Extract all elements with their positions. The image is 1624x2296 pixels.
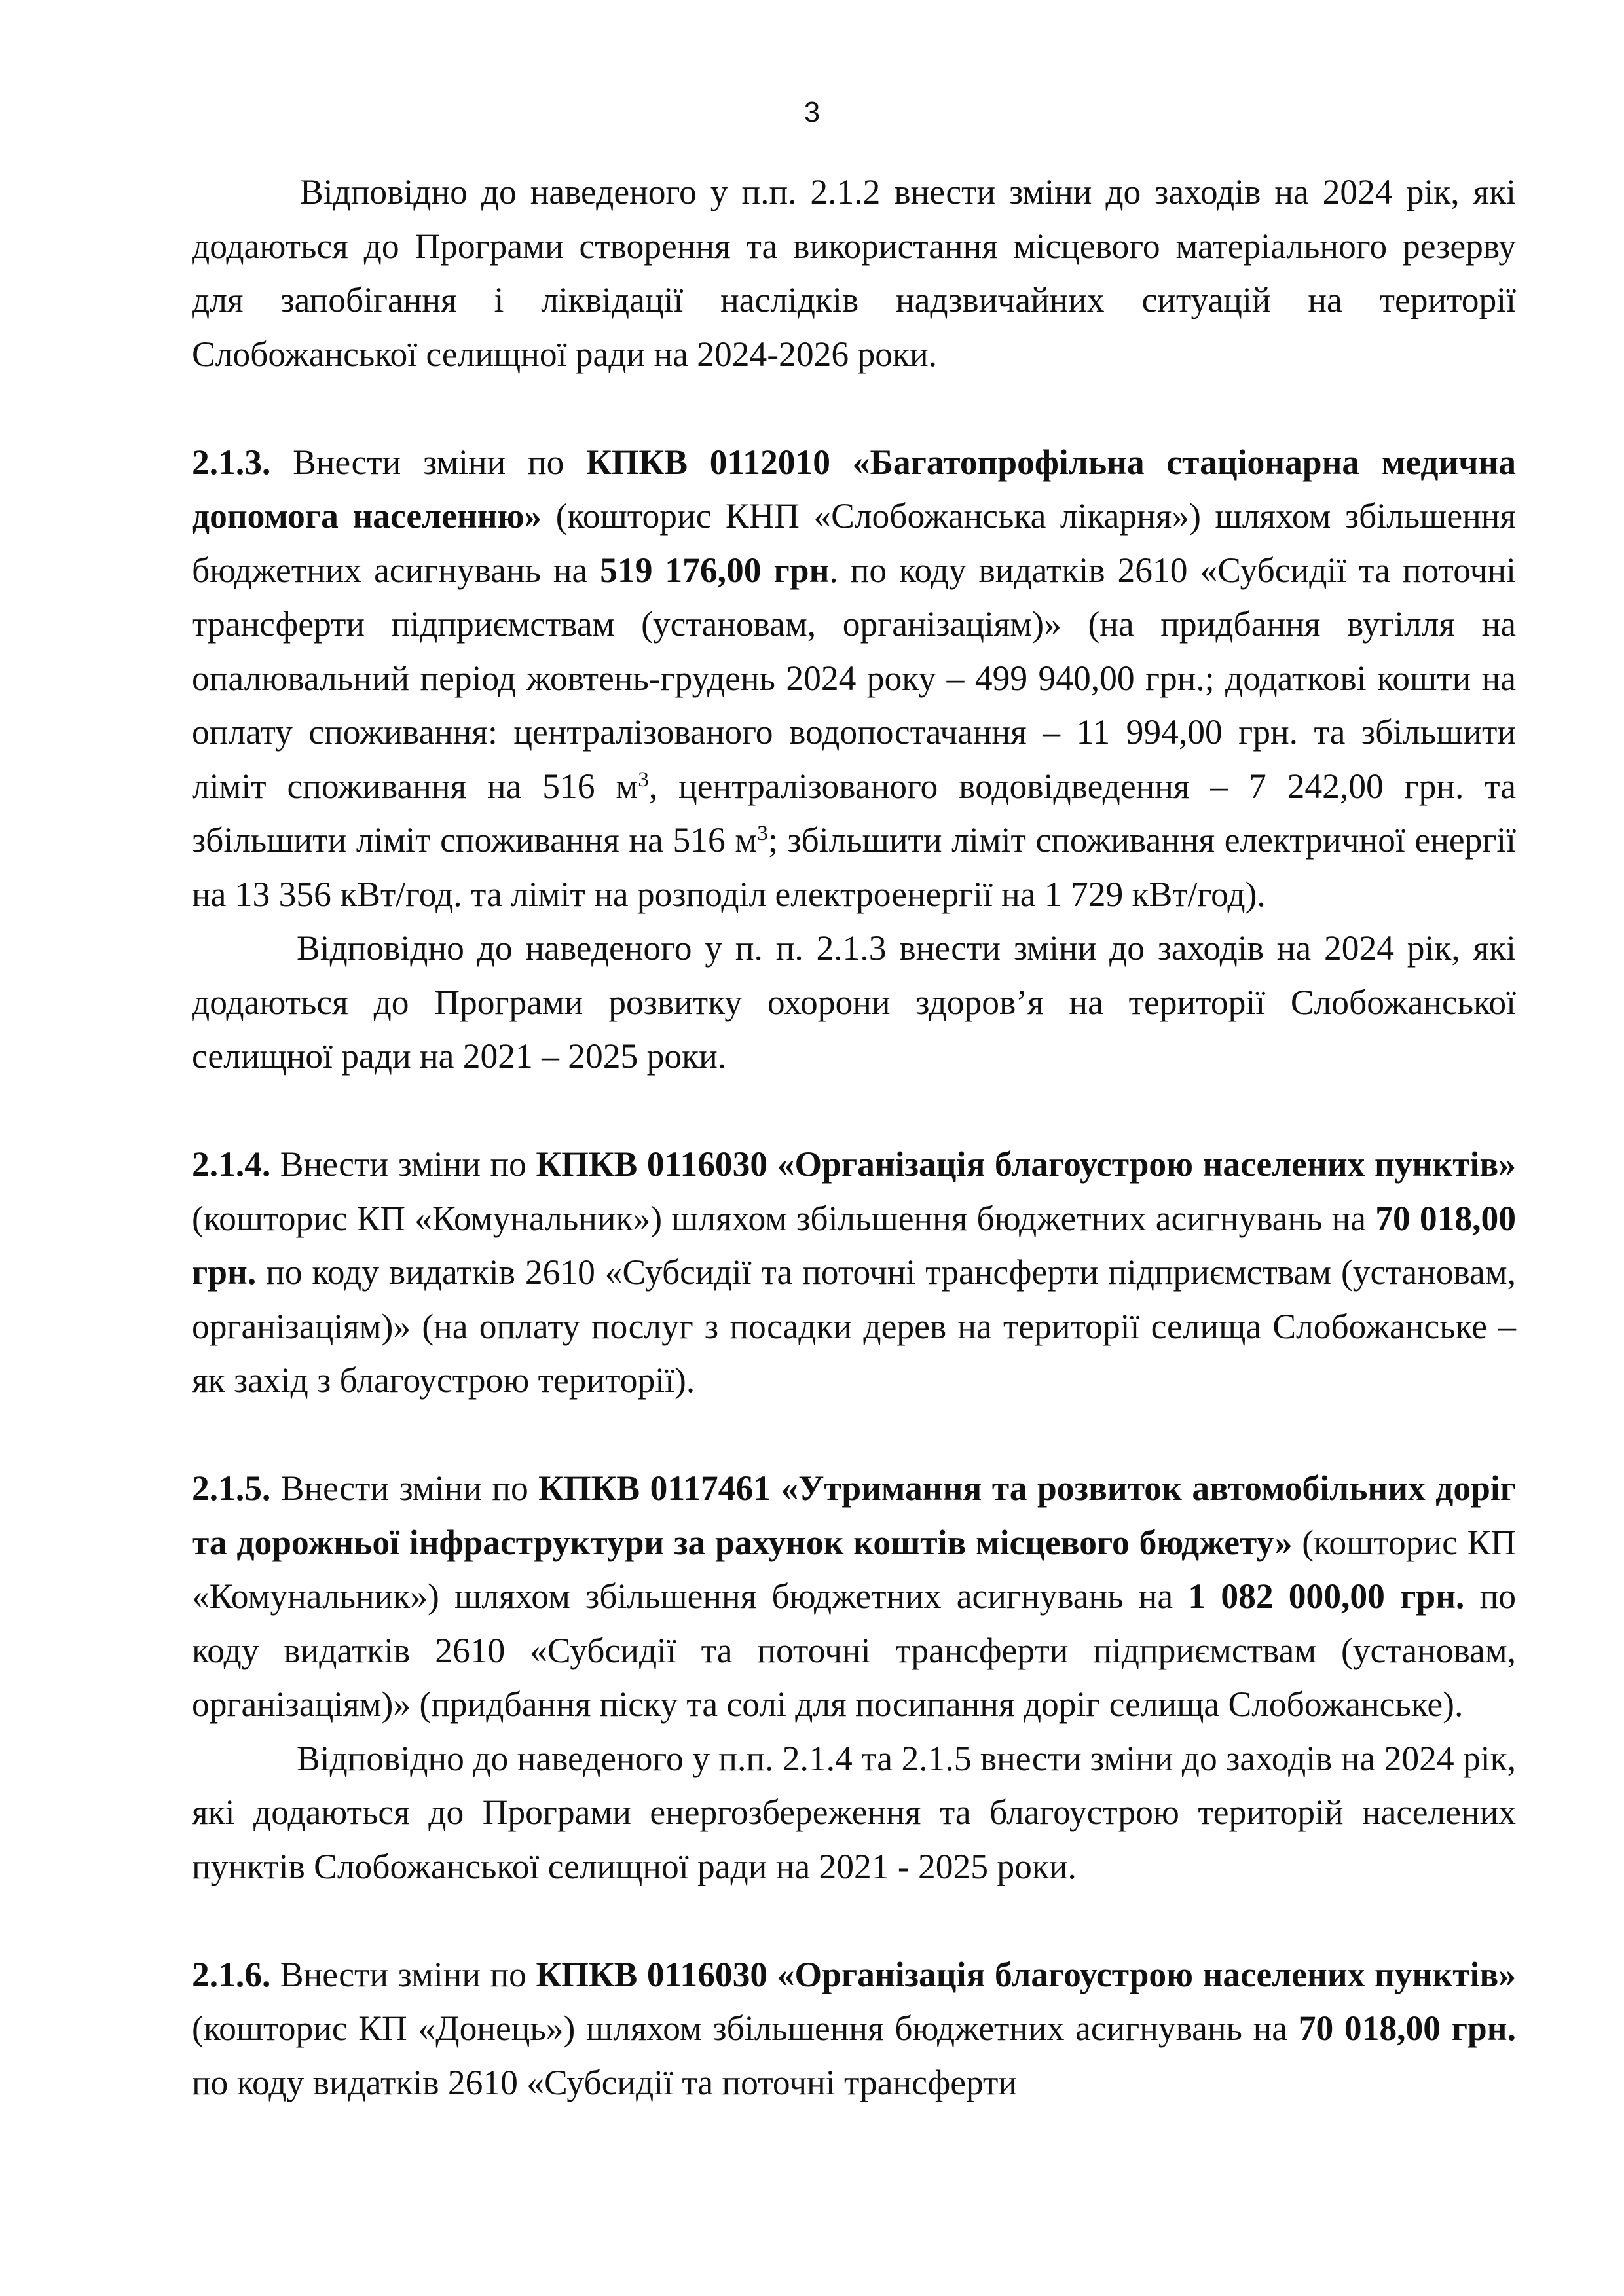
item-text: по коду видатків 2610 «Субсидії та поточні трансферти підприємствам (установам, організаціям)» (на оплату послуг з посадки дерев на території селища Слобожанське – як захід з благоустрою території). xyxy=(192,1252,1516,1400)
item-text: , централізованого водовідведення – 7 242,00 грн. та збільшити ліміт споживання на 516 м xyxy=(192,766,1516,860)
item-2-1-4 xyxy=(192,1137,1516,1408)
item-text: (кошторис КП «Комунальник») шляхом збільшення бюджетних асигнувань на xyxy=(192,1198,1376,1238)
paragraph-reference-2-1-4-2-1-5: Відповідно до наведеного у п.п. 2.1.4 та 2.1.5 внести зміни до заходів на 2024 рік, які додаються до Програми енергозбереження та благоустрою територій населених пунктів Слобожанської селищної ради на 2021 - 2025 роки. xyxy=(192,1738,1516,1886)
item-text: Внести зміни по xyxy=(270,1954,536,1994)
item-text: Внести зміни по xyxy=(270,1144,536,1184)
item-2-1-5 xyxy=(192,1461,1516,1732)
paragraph-gap xyxy=(192,1408,1516,1462)
amount: 1 082 000,00 грн. xyxy=(1188,1576,1465,1616)
superscript: 3 xyxy=(638,767,649,792)
paragraph-gap xyxy=(192,381,1516,435)
item-text: Внести зміни по xyxy=(270,442,587,482)
item-text: (кошторис КП «Донець») шляхом збільшення бюджетних асигнувань на xyxy=(192,2009,1299,2048)
item-2-1-3 xyxy=(192,435,1516,922)
item-2-1-6 xyxy=(192,1948,1516,2110)
item-text: . по коду видатків 2610 «Субсидії та поточні трансферти підприємствам (установам, організаціям)» (на придбання вугілля на опалювальний період жовтень-грудень 2024 року – 499 940,00 грн.; додаткові кошти на оплату споживання: централізованого водопостачання – 11 994,00 грн. та збільшити ліміт споживання на 516 м xyxy=(192,550,1516,806)
item-number: 2.1.4. xyxy=(192,1144,271,1184)
budget-code-title: КПКВ 0117461 «Утримання та розвиток автомобільних доріг та дорожньої інфраструктури за рахунок коштів місцевого бюджету» xyxy=(192,1468,1516,1562)
item-number: 2.1.6. xyxy=(192,1954,271,1994)
item-text: ; збільшити ліміт споживання електричної енергії на 13 356 кВт/год. та ліміт на розподіл електроенергії на 1 729 кВт/год). xyxy=(192,820,1517,914)
item-number: 2.1.5. xyxy=(192,1468,271,1508)
item-text: по коду видатків 2610 «Субсидії та поточні трансферти xyxy=(192,2062,1018,2102)
budget-code-title: КПКВ 0116030 «Організація благоустрою населених пунктів» xyxy=(536,1144,1516,1184)
amount: 70 018,00 грн. xyxy=(1298,2009,1517,2048)
paragraph-reference-2-1-2: Відповідно до наведеного у п.п. 2.1.2 внести зміни до заходів на 2024 рік, які додаються до Програми створення та використання місцевого матеріального резерву для запобігання і ліквідації наслідків надзвичайних ситуацій на території Слобожанської селищної ради на 2024-2026 роки. xyxy=(192,172,1516,374)
amount: 519 176,00 грн xyxy=(600,550,830,590)
item-text: по коду видатків 2610 «Субсидії та поточні трансферти підприємствам (установам, організаціям)» (придбання піску та солі для посипання доріг селища Слобожанське). xyxy=(192,1576,1516,1724)
document-body xyxy=(192,165,1516,2109)
amount: 70 018,00 грн. xyxy=(192,1198,1517,1292)
paragraph-gap xyxy=(192,1893,1516,1948)
superscript: 3 xyxy=(757,820,768,845)
item-number: 2.1.3. xyxy=(192,442,271,482)
budget-code-title: КПКВ 0116030 «Організація благоустрою населених пунктів» xyxy=(536,1954,1516,1994)
item-text: (кошторис КНП «Слобожанська лікарня») шляхом збільшення бюджетних асигнувань на xyxy=(192,496,1516,590)
paragraph-reference-2-1-3: Відповідно до наведеного у п. п. 2.1.3 внести зміни до заходів на 2024 рік, які додаються до Програми розвитку охорони здоров’я на території Слобожанської селищної ради на 2021 – 2025 роки. xyxy=(192,928,1516,1076)
item-text: Внести зміни по xyxy=(270,1468,539,1508)
paragraph-gap xyxy=(192,1084,1516,1138)
item-text: (кошторис КП «Комунальник») шляхом збільшення бюджетних асигнувань на xyxy=(192,1522,1516,1616)
budget-code-title: КПКВ 0112010 «Багатопрофільна стаціонарна медична допомога населенню» xyxy=(192,442,1516,536)
page-number: 3 xyxy=(803,96,821,128)
